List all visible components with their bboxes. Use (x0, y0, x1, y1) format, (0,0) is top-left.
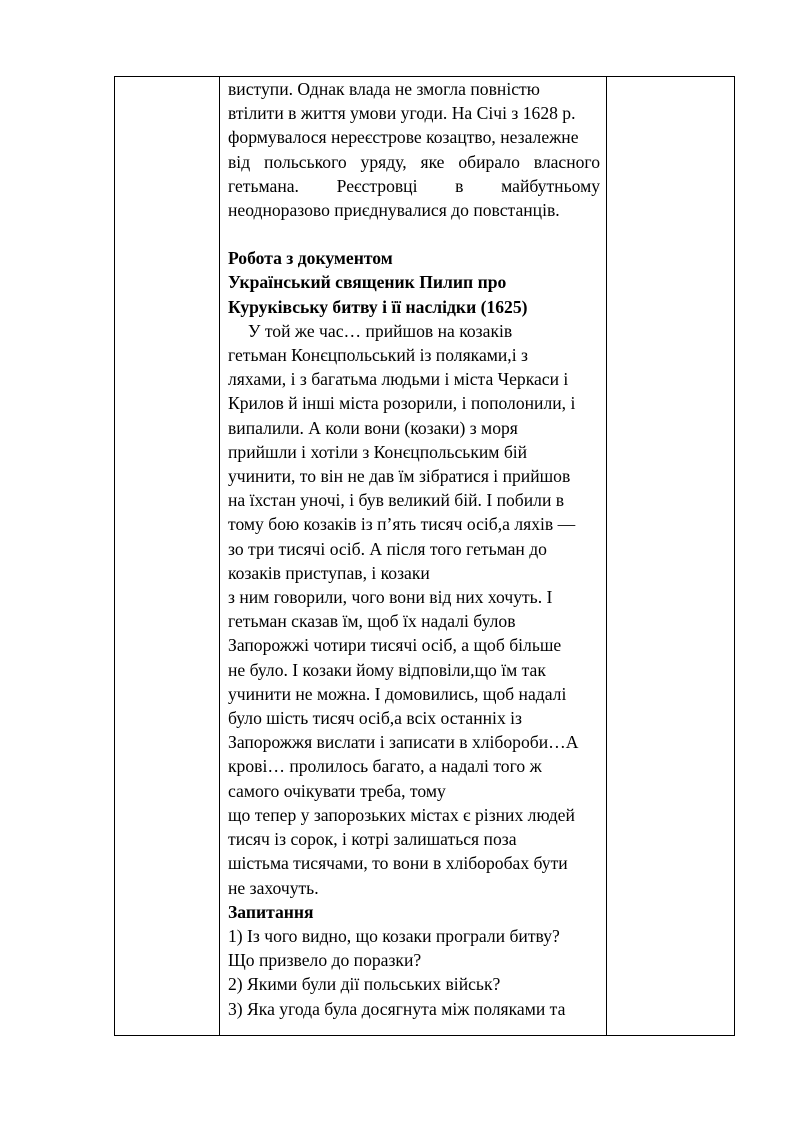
document-line: з ним говорили, чого вони від них хочуть. І (228, 587, 553, 608)
question-line: 3) Яка угода була досягнута між поляками та (228, 998, 566, 1019)
content-column-cell (220, 77, 607, 1036)
document-line: крові… пролилось багато, а надалі того ж (228, 756, 542, 777)
document-line: що тепер у запорозьких містах є різних людей (228, 804, 575, 825)
document-line: самого очікувати треба, тому (228, 780, 446, 801)
document-line: не захочуть. (228, 877, 319, 898)
document-line: У той же час… прийшов на козаків (248, 320, 513, 341)
intro-line: неодноразово приєднувалися до повстанців. (228, 200, 560, 221)
document-title (228, 270, 600, 318)
intro-line: виступи. Однак влада не змогла повністю (228, 79, 540, 99)
document-line: прийшли і хотіли з Конєцпольським бій (228, 441, 528, 462)
intro-line: від польського уряду, яке обирало власного (228, 151, 600, 172)
right-column-cell (607, 77, 735, 1036)
document-line: випалили. А коли вони (козаки) з моря (228, 417, 518, 438)
document-line: шістьма тисячами, то вони в хліборобах бути (228, 853, 568, 874)
document-title-line: Український священик Пилип про (228, 272, 507, 293)
document-line: учинити, то він не дав їм зібратися і прийшов (228, 466, 571, 487)
document-line: на їхстан уночі, і був великий бій. І побили в (228, 490, 565, 511)
document-line: козаків приступав, і козаки (228, 562, 430, 583)
lesson-table (114, 76, 735, 1036)
document-line: Запорожжі чотири тисячі осіб, а щоб більше (228, 635, 562, 656)
left-column-cell (115, 77, 220, 1036)
table-row (115, 77, 735, 1036)
document-line: Крилов й інші міста розорили, і пополонили, і (228, 393, 576, 414)
document-line: гетьман Конєцпольський із поляками,і з (228, 345, 528, 366)
question-line: 1) Із чого видно, що козаки програли битву? (228, 925, 560, 946)
document-line: було шість тисяч осіб,а всіх останніх із (228, 708, 522, 729)
document-text (228, 319, 600, 900)
intro-line: втілити в життя умови угоди. На Січі з 1628 р. (228, 103, 576, 124)
document-line: учинити не можна. І домовились, щоб надалі (228, 683, 567, 704)
questions-list (228, 924, 600, 1021)
questions-heading: Запитання (228, 901, 314, 922)
question-line: 2) Якими були дії польських військ? (228, 974, 501, 995)
document-line: не було. І козаки йому відповіли,що їм так (228, 659, 546, 680)
intro-line: формувалося нереєстрове козацтво, незалежне (228, 127, 579, 148)
document-line: Запорожжя вислати і записати в хлібороби…А (228, 732, 579, 753)
document-line: гетьман сказав їм, щоб їх надалі булов (228, 611, 516, 632)
document-line: ляхами, і з багатьма людьми і міста Черкаси і (228, 369, 569, 390)
question-line: Що призвело до поразки? (228, 950, 422, 971)
intro-line: гетьмана. Реєстровці в майбутньому (228, 175, 600, 196)
document-line: зо три тисячі осіб. А після того гетьман до (228, 538, 547, 559)
work-with-document-heading: Робота з документом (228, 248, 393, 269)
document-line: тисяч із сорок, і котрі залишаться поза (228, 829, 517, 850)
document-title-line: Куруківську битву і її наслідки (1625) (228, 296, 528, 317)
intro-paragraph (228, 77, 600, 222)
document-line: тому бою козаків із п’ять тисяч осіб,а ляхів — (228, 514, 576, 535)
